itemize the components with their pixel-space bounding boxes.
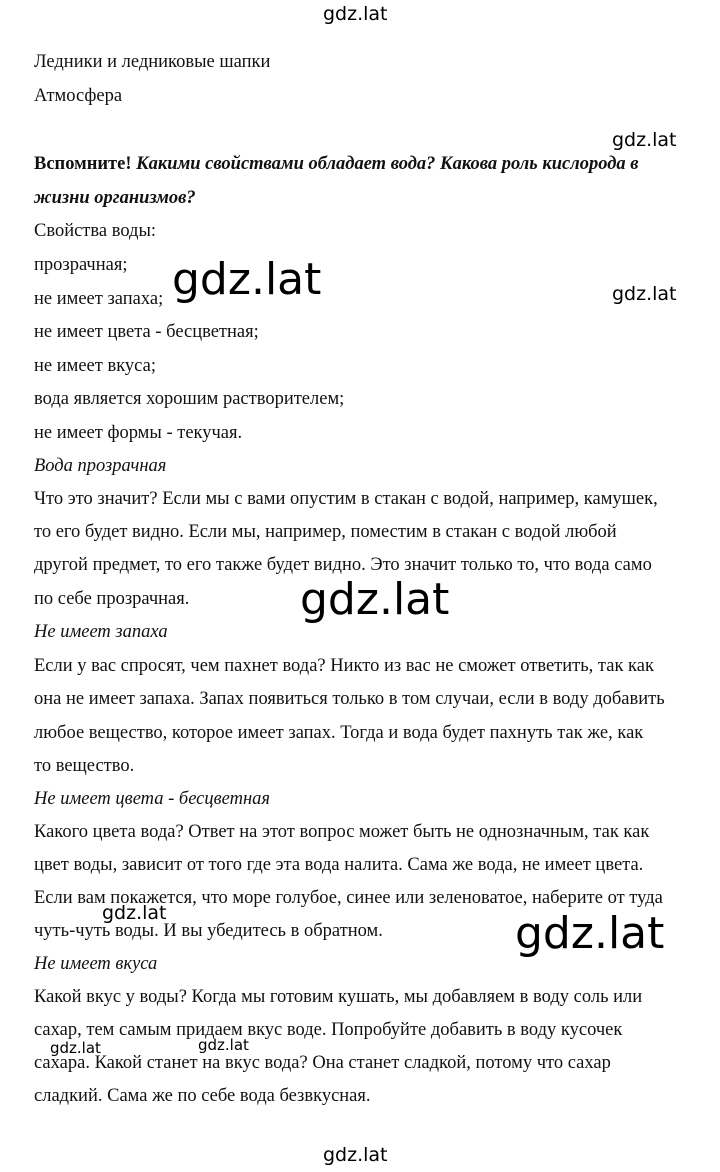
paragraph-line: Если вам покажется, что море голубое, синее или зеленоватое, наберите от туда <box>34 888 663 908</box>
text-line: Свойства воды: <box>34 221 157 241</box>
list-item: не имеет формы - текучая. <box>34 423 243 443</box>
watermark: gdz.lat <box>323 3 388 25</box>
watermark: gdz.lat <box>612 129 677 151</box>
paragraph-line: Если у вас спросят, чем пахнет вода? Никто из вас не сможет ответить, так как <box>34 656 654 676</box>
paragraph-line: сахара. Какой станет на вкус вода? Она станет сладкой, потому что сахар <box>34 1053 611 1073</box>
watermark: gdz.lat <box>198 1036 249 1054</box>
paragraph-line: она не имеет запаха. Запах появиться только в том случаи, если в воду добавить <box>34 689 665 709</box>
section-heading: Вода прозрачная <box>34 456 167 476</box>
paragraph-line: Что это значит? Если мы с вами опустим в стакан с водой, например, камушек, <box>34 489 658 509</box>
section-heading: Не имеет цвета - бесцветная <box>34 789 271 809</box>
question-line <box>34 153 639 175</box>
list-item: не имеет вкуса; <box>34 356 156 376</box>
section-heading: Не имеет вкуса <box>34 954 158 974</box>
remember-label: Вспомните! <box>34 154 132 174</box>
paragraph-line: Какого цвета вода? Ответ на этот вопрос может быть не однозначным, так как <box>34 822 650 842</box>
section-heading: Не имеет запаха <box>34 622 168 642</box>
list-item: не имеет запаха; <box>34 289 164 309</box>
list-item: прозрачная; <box>34 255 128 275</box>
list-item: не имеет цвета - бесцветная; <box>34 322 259 342</box>
text-line: Атмосфера <box>34 86 123 106</box>
watermark: gdz.lat <box>102 902 167 924</box>
list-item: вода является хорошим растворителем; <box>34 389 345 409</box>
paragraph-line: Какой вкус у воды? Когда мы готовим кушать, мы добавляем в воду соль или <box>34 987 643 1007</box>
watermark: gdz.lat <box>172 254 322 305</box>
paragraph-line: по себе прозрачная. <box>34 589 190 609</box>
watermark: gdz.lat <box>323 1144 388 1166</box>
question-text: жизни организмов? <box>34 188 196 208</box>
paragraph-line: чуть-чуть воды. И вы убедитесь в обратном. <box>34 921 383 941</box>
watermark: gdz.lat <box>612 283 677 305</box>
paragraph-line: другой предмет, то его также будет видно. Это значит только то, что вода само <box>34 555 652 575</box>
watermark: gdz.lat <box>515 908 665 959</box>
paragraph-line: сахар, тем самым придаем вкус воде. Попробуйте добавить в воду кусочек <box>34 1020 623 1040</box>
paragraph-line: то его будет видно. Если мы, например, поместим в стакан с водой любой <box>34 522 617 542</box>
question-text: Какими свойствами обладает вода? Какова роль кислорода в <box>136 154 639 174</box>
text-line: Ледники и ледниковые шапки <box>34 52 271 72</box>
paragraph-line: сладкий. Сама же по себе вода безвкусная. <box>34 1086 371 1106</box>
watermark: gdz.lat <box>300 574 450 625</box>
paragraph-line: цвет воды, зависит от того где эта вода налита. Сама же вода, не имеет цвета. <box>34 855 644 875</box>
paragraph-line: любое вещество, которое имеет запах. Тогда и вода будет пахнуть так же, как <box>34 723 644 743</box>
paragraph-line: то вещество. <box>34 756 135 776</box>
watermark: gdz.lat <box>50 1039 101 1057</box>
